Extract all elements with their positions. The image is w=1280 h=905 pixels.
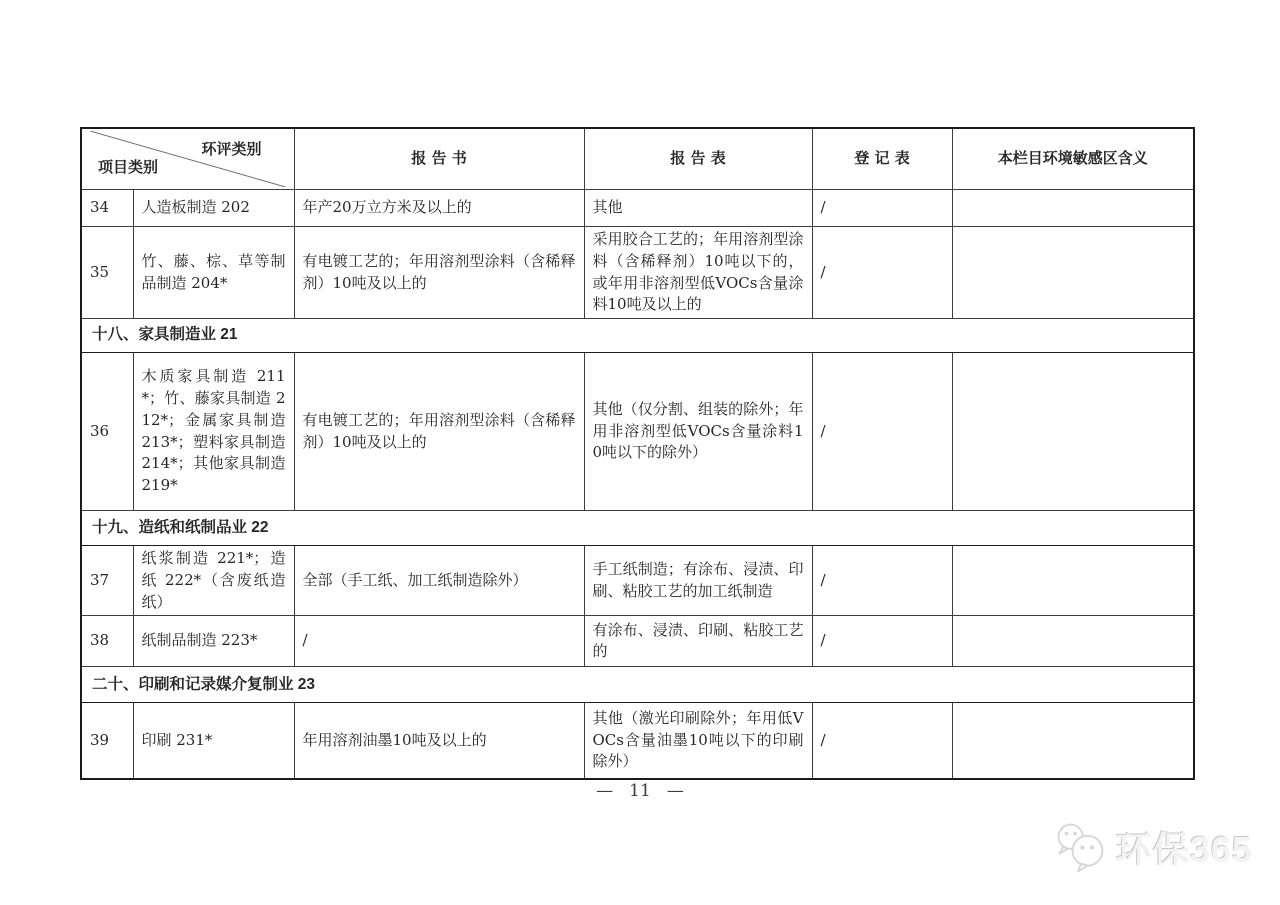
report-form-cell: 有涂布、浸渍、印刷、粘胶工艺的 <box>584 616 812 667</box>
diagonal-header-cell <box>81 128 294 190</box>
registration-form-cell: / <box>812 703 952 779</box>
section-header-row-19 <box>81 511 1194 546</box>
table-row-37 <box>81 546 1194 616</box>
report-form-cell: 手工纸制造；有涂布、浸渍、印刷、粘胶工艺的加工纸制造 <box>584 546 812 616</box>
footer-left-dash: — <box>596 781 614 801</box>
sensitive-area-meaning-cell <box>952 546 1194 616</box>
header-sensitive-meaning: 本栏目环境敏感区含义 <box>952 128 1194 190</box>
header-eia-axis-label: 环评类别 <box>201 140 262 158</box>
report-book-cell: 年产20万立方米及以上的 <box>294 190 584 227</box>
report-book-cell: 有电镀工艺的；年用溶剂型涂料（含稀释剂）10吨及以上的 <box>294 227 584 319</box>
report-book-cell: / <box>294 616 584 667</box>
report-form-cell: 其他（仅分割、组装的除外；年用非溶剂型低VOCs含量涂料10吨以下的除外） <box>584 353 812 511</box>
header-registration-form: 登 记 表 <box>812 128 952 190</box>
row-number-cell: 37 <box>81 546 133 616</box>
registration-form-cell: / <box>812 227 952 319</box>
table-row-39 <box>81 703 1194 779</box>
diagonal-header-wrap <box>90 131 286 187</box>
header-category-axis-label: 项目类别 <box>98 158 159 177</box>
table-row-35 <box>81 227 1194 319</box>
eia-category-table <box>80 127 1195 780</box>
table-header-row <box>81 128 1194 190</box>
row-number-cell: 39 <box>81 703 133 779</box>
report-book-cell: 全部（手工纸、加工纸制造除外） <box>294 546 584 616</box>
registration-form-cell: / <box>812 616 952 667</box>
page-footer <box>0 781 1280 801</box>
registration-form-cell: / <box>812 190 952 227</box>
project-category-cell: 人造板制造 202 <box>133 190 294 227</box>
table-row-36 <box>81 353 1194 511</box>
report-book-cell: 有电镀工艺的；年用溶剂型涂料（含稀释剂）10吨及以上的 <box>294 353 584 511</box>
watermark-text: 环保365 <box>1116 828 1254 870</box>
section-header-cell: 二十、印刷和记录媒介复制业 23 <box>81 667 1194 703</box>
project-category-cell: 竹、藤、棕、草等制品制造 204* <box>133 227 294 319</box>
sensitive-area-meaning-cell <box>952 227 1194 319</box>
registration-form-cell: / <box>812 546 952 616</box>
registration-form-cell: / <box>812 353 952 511</box>
table-row-38 <box>81 616 1194 667</box>
watermark-logo <box>1052 820 1253 874</box>
row-number-cell: 35 <box>81 227 133 319</box>
row-number-cell: 34 <box>81 190 133 227</box>
chat-bubbles-icon <box>1052 820 1108 874</box>
section-header-row-18 <box>81 319 1194 353</box>
sensitive-area-meaning-cell <box>952 616 1194 667</box>
footer-right-dash: — <box>666 781 684 801</box>
table-row-34 <box>81 190 1194 227</box>
project-category-cell: 印刷 231* <box>133 703 294 779</box>
project-category-cell: 纸制品制造 223* <box>133 616 294 667</box>
report-form-cell: 其他（激光印刷除外；年用低VOCs含量油墨10吨以下的印刷除外） <box>584 703 812 779</box>
sensitive-area-meaning-cell <box>952 703 1194 779</box>
section-header-cell: 十八、家具制造业 21 <box>81 319 1194 353</box>
row-number-cell: 38 <box>81 616 133 667</box>
section-header-row-20 <box>81 667 1194 703</box>
report-book-cell: 年用溶剂油墨10吨及以上的 <box>294 703 584 779</box>
section-header-cell: 十九、造纸和纸制品业 22 <box>81 511 1194 546</box>
header-report-book: 报 告 书 <box>294 128 584 190</box>
row-number-cell: 36 <box>81 353 133 511</box>
project-category-cell: 木质家具制造 211*；竹、藤家具制造 212*；金属家具制造 213*；塑料家具制造 214*；其他家具制造 219* <box>133 353 294 511</box>
sensitive-area-meaning-cell <box>952 353 1194 511</box>
project-category-cell: 纸浆制造 221*；造纸 222*（含废纸造纸） <box>133 546 294 616</box>
page-number: 11 <box>629 781 651 801</box>
sensitive-area-meaning-cell <box>952 190 1194 227</box>
report-form-cell: 采用胶合工艺的；年用溶剂型涂料（含稀释剂）10吨以下的，或年用非溶剂型低VOCs含量涂料10吨及以上的 <box>584 227 812 319</box>
report-form-cell: 其他 <box>584 190 812 227</box>
header-report-form: 报 告 表 <box>584 128 812 190</box>
